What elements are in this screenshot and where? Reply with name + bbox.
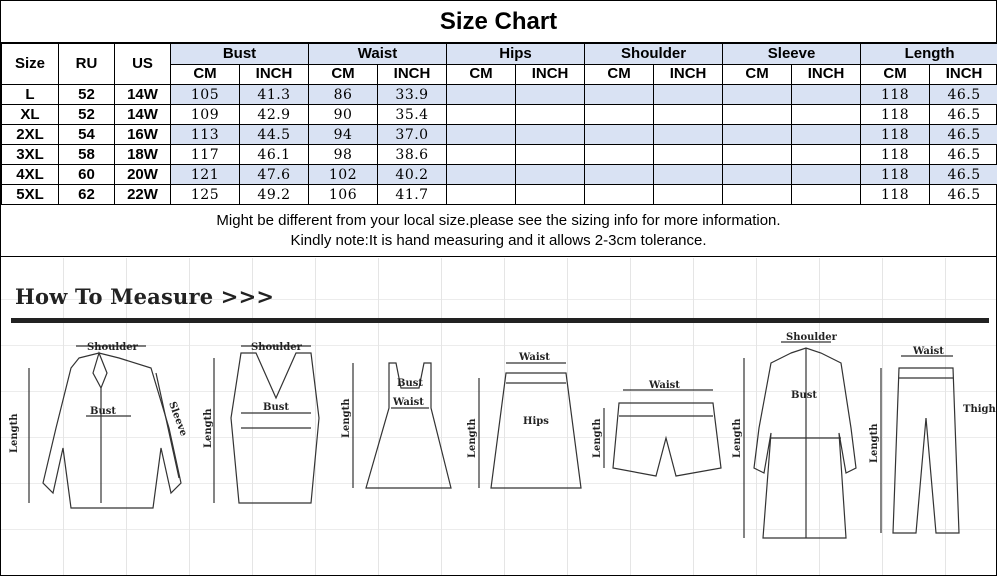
cell-sleeve-inch <box>792 85 861 105</box>
label-bust: Bust <box>397 378 423 389</box>
cell-shoulder-cm <box>585 85 654 105</box>
cell-bust-cm: 109 <box>171 105 240 125</box>
header-waist: Waist <box>309 44 447 65</box>
cell-length-cm: 118 <box>861 85 930 105</box>
table-row <box>2 105 997 125</box>
unit-inch: INCH <box>378 64 447 85</box>
label-sleeve: Sleeve <box>166 400 189 438</box>
cell-shoulder-inch <box>654 85 723 105</box>
cell-bust-inch: 44.5 <box>240 125 309 145</box>
unit-cm: CM <box>171 64 240 85</box>
label-hips: Hips <box>523 416 549 427</box>
cell-hips-inch <box>516 125 585 145</box>
unit-cm: CM <box>309 64 378 85</box>
header-us: US <box>115 44 171 85</box>
tank-top-illustration <box>203 342 319 503</box>
cell-size: 5XL <box>2 185 59 205</box>
cell-bust-cm: 121 <box>171 165 240 185</box>
cell-shoulder-cm <box>585 165 654 185</box>
cell-length-cm: 118 <box>861 145 930 165</box>
cell-waist-cm: 86 <box>309 85 378 105</box>
table-row <box>2 85 997 105</box>
cell-bust-inch: 47.6 <box>240 165 309 185</box>
cell-waist-cm: 102 <box>309 165 378 185</box>
page-title: Size Chart <box>1 1 996 43</box>
cell-waist-inch: 35.4 <box>378 105 447 125</box>
cell-ru: 54 <box>59 125 115 145</box>
cell-waist-cm: 106 <box>309 185 378 205</box>
label-bust: Bust <box>90 406 116 417</box>
cell-length-cm: 118 <box>861 125 930 145</box>
cell-shoulder-inch <box>654 185 723 205</box>
cell-us: 14W <box>115 85 171 105</box>
cell-bust-inch: 46.1 <box>240 145 309 165</box>
cell-bust-cm: 117 <box>171 145 240 165</box>
note-line-2: Kindly note:It is hand measuring and it allows 2-3cm tolerance. <box>290 232 707 249</box>
cell-size: 2XL <box>2 125 59 145</box>
unit-inch: INCH <box>930 64 997 85</box>
garment-illustrations <box>1 328 996 573</box>
cell-sleeve-inch <box>792 185 861 205</box>
cell-ru: 52 <box>59 85 115 105</box>
cell-hips-cm <box>447 85 516 105</box>
unit-cm: CM <box>585 64 654 85</box>
cell-bust-inch: 42.9 <box>240 105 309 125</box>
label-waist: Waist <box>393 397 424 408</box>
unit-inch: INCH <box>792 64 861 85</box>
table-row <box>2 165 997 185</box>
cell-ru: 58 <box>59 145 115 165</box>
how-to-measure-section <box>1 258 996 575</box>
header-hips: Hips <box>447 44 585 65</box>
label-length: Length <box>467 418 478 458</box>
label-bust: Bust <box>791 390 817 401</box>
cell-bust-cm: 105 <box>171 85 240 105</box>
skirt-illustration <box>467 352 581 488</box>
cell-hips-inch <box>516 185 585 205</box>
blouse-illustration <box>9 342 189 508</box>
label-length: Length <box>732 418 743 458</box>
cell-hips-cm <box>447 185 516 205</box>
note-line-1: Might be different from your local size.please see the sizing info for more information. <box>216 212 781 229</box>
label-length: Length <box>869 423 880 463</box>
cell-us: 18W <box>115 145 171 165</box>
cell-length-inch: 46.5 <box>930 105 997 125</box>
label-thigh: Thigh <box>963 404 996 415</box>
cell-us: 16W <box>115 125 171 145</box>
table-row <box>2 145 997 165</box>
cell-size: 3XL <box>2 145 59 165</box>
shorts-illustration <box>592 380 721 476</box>
divider <box>11 318 989 323</box>
cell-sleeve-inch <box>792 105 861 125</box>
cell-hips-inch <box>516 165 585 185</box>
cell-waist-cm: 98 <box>309 145 378 165</box>
cell-sleeve-cm <box>723 165 792 185</box>
cell-ru: 52 <box>59 105 115 125</box>
size-notes <box>1 205 996 257</box>
coat-illustration <box>732 332 856 538</box>
cell-shoulder-inch <box>654 165 723 185</box>
cell-us: 14W <box>115 105 171 125</box>
cell-size: XL <box>2 105 59 125</box>
cell-bust-cm: 125 <box>171 185 240 205</box>
table-row <box>2 125 997 145</box>
header-sleeve: Sleeve <box>723 44 861 65</box>
cell-waist-inch: 33.9 <box>378 85 447 105</box>
cell-shoulder-inch <box>654 125 723 145</box>
header-bust: Bust <box>171 44 309 65</box>
unit-cm: CM <box>861 64 930 85</box>
label-waist: Waist <box>519 352 550 363</box>
cell-sleeve-inch <box>792 165 861 185</box>
cell-shoulder-cm <box>585 145 654 165</box>
header-size: Size <box>2 44 59 85</box>
unit-inch: INCH <box>654 64 723 85</box>
cell-hips-cm <box>447 145 516 165</box>
cell-length-inch: 46.5 <box>930 145 997 165</box>
how-to-measure-title: How To Measure >>> <box>15 284 275 309</box>
cell-bust-cm: 113 <box>171 125 240 145</box>
cell-hips-inch <box>516 105 585 125</box>
table-row <box>2 185 997 205</box>
dress-illustration <box>341 363 451 488</box>
cell-sleeve-inch <box>792 125 861 145</box>
label-length: Length <box>592 418 603 458</box>
cell-length-cm: 118 <box>861 105 930 125</box>
trousers-illustration <box>869 346 996 533</box>
cell-waist-inch: 40.2 <box>378 165 447 185</box>
cell-shoulder-cm <box>585 105 654 125</box>
unit-cm: CM <box>447 64 516 85</box>
cell-sleeve-cm <box>723 85 792 105</box>
header-ru: RU <box>59 44 115 85</box>
size-table <box>1 43 997 205</box>
cell-shoulder-cm <box>585 185 654 205</box>
cell-length-inch: 46.5 <box>930 185 997 205</box>
unit-inch: INCH <box>240 64 309 85</box>
cell-waist-cm: 90 <box>309 105 378 125</box>
cell-hips-cm <box>447 125 516 145</box>
cell-hips-inch <box>516 85 585 105</box>
cell-ru: 60 <box>59 165 115 185</box>
cell-sleeve-cm <box>723 125 792 145</box>
cell-sleeve-cm <box>723 145 792 165</box>
label-bust: Bust <box>263 402 289 413</box>
cell-length-cm: 118 <box>861 185 930 205</box>
cell-us: 22W <box>115 185 171 205</box>
label-waist: Waist <box>649 380 680 391</box>
cell-shoulder-cm <box>585 125 654 145</box>
unit-cm: CM <box>723 64 792 85</box>
cell-length-cm: 118 <box>861 165 930 185</box>
cell-us: 20W <box>115 165 171 185</box>
cell-sleeve-inch <box>792 145 861 165</box>
cell-size: L <box>2 85 59 105</box>
unit-inch: INCH <box>516 64 585 85</box>
label-waist: Waist <box>913 346 944 357</box>
cell-waist-inch: 37.0 <box>378 125 447 145</box>
cell-ru: 62 <box>59 185 115 205</box>
cell-bust-inch: 41.3 <box>240 85 309 105</box>
label-length: Length <box>341 398 352 438</box>
label-shoulder: Shoulder <box>87 342 138 353</box>
cell-sleeve-cm <box>723 185 792 205</box>
cell-waist-inch: 38.6 <box>378 145 447 165</box>
cell-size: 4XL <box>2 165 59 185</box>
label-shoulder: Shoulder <box>251 342 302 353</box>
cell-length-inch: 46.5 <box>930 165 997 185</box>
cell-length-inch: 46.5 <box>930 125 997 145</box>
cell-shoulder-inch <box>654 105 723 125</box>
cell-sleeve-cm <box>723 105 792 125</box>
label-shoulder: Shoulder <box>786 332 837 343</box>
header-length: Length <box>861 44 997 65</box>
header-shoulder: Shoulder <box>585 44 723 65</box>
cell-length-inch: 46.5 <box>930 85 997 105</box>
cell-hips-cm <box>447 105 516 125</box>
cell-hips-inch <box>516 145 585 165</box>
cell-waist-cm: 94 <box>309 125 378 145</box>
cell-shoulder-inch <box>654 145 723 165</box>
label-length: Length <box>203 408 214 448</box>
cell-waist-inch: 41.7 <box>378 185 447 205</box>
label-length: Length <box>9 413 20 453</box>
cell-bust-inch: 49.2 <box>240 185 309 205</box>
cell-hips-cm <box>447 165 516 185</box>
